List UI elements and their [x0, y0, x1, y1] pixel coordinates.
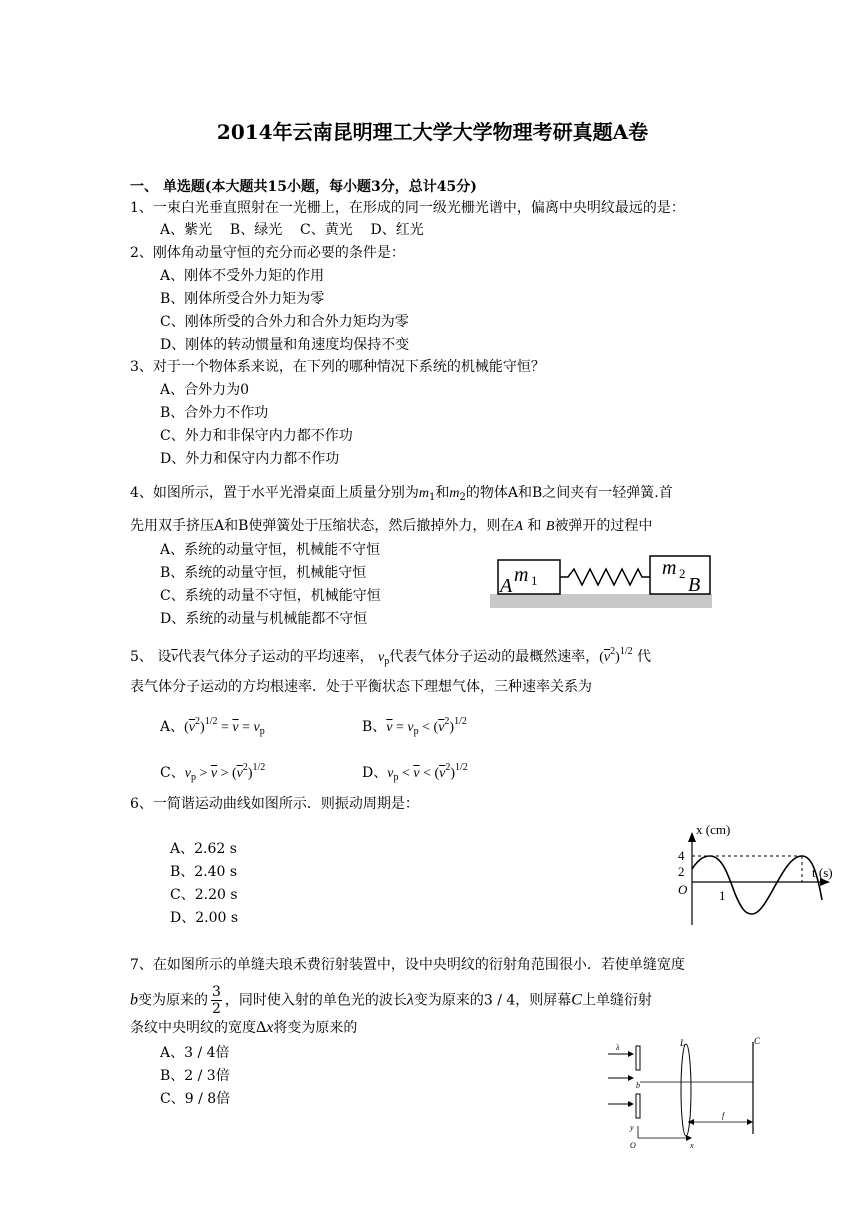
- q6-stem: 6、一简谐运动曲线如图所示．则振动周期是：: [130, 796, 419, 812]
- label-a: A: [500, 575, 513, 597]
- q6-option-a: A、2.62 s: [170, 841, 237, 857]
- q4-stem-line2: 先用双手挤压A和B使弹簧处于压缩状态，然后撤掉外力，则在A 和 B被弹开的过程中: [130, 518, 653, 534]
- q7-stem-line2: b变为原来的 $\frac{3}{2}$ ，同时使入射的单色光的波长λ变为原来的3 / 4，则屏幕C上单缝衍射: [130, 984, 652, 1017]
- q5-stem-line1: 5、 设$\overline{v}$代表气体分子运动的平均速率， $v_p$代表气体分子运动的最概然速率，$(\overline{v}^2)^{1/2}$ 代: [130, 646, 652, 667]
- page-title: 2014年云南昆明理工大学大学物理考研真题A卷: [216, 120, 649, 144]
- q1-options: A、紫光 B、绿光 C、黄光 D、红光: [160, 222, 424, 238]
- q6-option-c: C、2.20 s: [170, 887, 238, 903]
- q5-option-a: A、$(\overline{v}^2)^{1/2} = \overline{v} = v_p$: [160, 716, 265, 737]
- q2-stem: 2、刚体角动量守恒的充分而必要的条件是：: [130, 245, 405, 261]
- q7-option-c: C、9 / 8倍: [160, 1091, 231, 1107]
- q7-stem-line1: 7、在如图所示的单缝夫琅禾费衍射装置中，设中央明纹的衍射角范围很小．若使单缝宽度: [130, 957, 685, 973]
- slit-lower: [636, 1094, 640, 1118]
- origin-label: O: [678, 882, 688, 897]
- y-axis-arrow: [688, 832, 696, 842]
- label-b: B: [688, 574, 701, 596]
- tick-4: 4: [678, 848, 685, 863]
- q1-stem: 1、一束白光垂直照射在一光栅上，在形成的同一级光栅光谱中，偏离中央明纹最远的是：: [130, 200, 685, 216]
- q3-option-b: B、合外力不作功: [160, 405, 269, 421]
- tick-1: 1: [719, 888, 726, 903]
- q2-option-b: B、刚体所受合外力矩为零: [160, 291, 325, 307]
- q4-option-d: D、系统的动量与机械能都不守恒: [160, 611, 368, 627]
- q4-spring-figure: [488, 550, 714, 614]
- q3-option-d: D、外力和保守内力都不作功: [160, 451, 340, 467]
- section-heading: 一、 单选题(本大题共15小题，每小题3分，总计45分): [130, 179, 477, 195]
- q2-option-a: A、刚体不受外力矩的作用: [160, 268, 325, 284]
- q7-stem-line3: 条纹中央明纹的宽度Δx将变为原来的: [130, 1019, 358, 1036]
- q5-option-b: B、$\overline{v} = v_p < (\overline{v}^2)^{1/2}$: [362, 716, 467, 737]
- label-m2: m: [662, 557, 677, 579]
- q5-option-d: D、$v_p < \overline{v} < (\overline{v}^2)^{1/2}$: [362, 762, 468, 783]
- focal-label: f: [722, 1111, 725, 1120]
- label-m1-sub: 1: [531, 573, 538, 588]
- q7-diffraction-figure: [598, 1034, 778, 1154]
- q5-stem-line2: 表气体分子运动的方均根速率．处于平衡状态下理想气体，三种速率关系为: [130, 679, 592, 695]
- q7-option-b: B、2 / 3倍: [160, 1068, 230, 1084]
- t-axis-label: t (s): [812, 865, 833, 880]
- q2-option-c: C、刚体所受的合外力和合外力矩均为零: [160, 314, 409, 330]
- fraction: $\frac{3}{2}$: [212, 984, 221, 1017]
- x-label: x: [690, 1141, 694, 1150]
- q4-option-a: A、系统的动量守恒，机械能不守恒: [160, 542, 381, 558]
- q5-option-c: C、$v_p > \overline{v} > (\overline{v}^2)^{1/2}$: [160, 762, 266, 783]
- q3-option-c: C、外力和非保守内力都不作功: [160, 428, 353, 444]
- q7-option-a: A、3 / 4倍: [160, 1045, 230, 1061]
- q6-option-d: D、2.00 s: [170, 910, 239, 926]
- lens-label: L: [680, 1038, 686, 1048]
- q3-stem: 3、对于一个物体系来说，在下列的哪种情况下系统的机械能守恒？: [130, 359, 545, 375]
- q6-option-b: B、2.40 s: [170, 864, 238, 880]
- y-label: y: [630, 1123, 634, 1132]
- table-surface: [490, 594, 712, 608]
- label-m2-sub: 2: [679, 566, 686, 581]
- slit-b-label: b: [636, 1081, 640, 1090]
- y-axis-label: x (cm): [696, 822, 731, 837]
- spring: [560, 569, 650, 585]
- lambda-label: λ: [616, 1043, 620, 1052]
- q3-option-a: A、合外力为0: [160, 382, 250, 398]
- q6-oscillation-figure: [672, 820, 842, 930]
- q4-option-b: B、系统的动量守恒，机械能守恒: [160, 565, 367, 581]
- q4-option-c: C、系统的动量不守恒，机械能守恒: [160, 588, 381, 604]
- tick-2: 2: [678, 864, 685, 879]
- label-m1: m: [514, 564, 529, 586]
- q4-stem-line1: 4、如图所示，置于水平光滑桌面上质量分别为$m_1$和$m_2$的物体A和B之间夹有一轻弹簧.首: [130, 485, 673, 503]
- q2-option-d: D、刚体的转动惯量和角速度均保持不变: [160, 337, 410, 353]
- screen-label: C: [754, 1036, 761, 1046]
- slit-upper: [636, 1046, 640, 1070]
- origin-label: O: [630, 1141, 636, 1150]
